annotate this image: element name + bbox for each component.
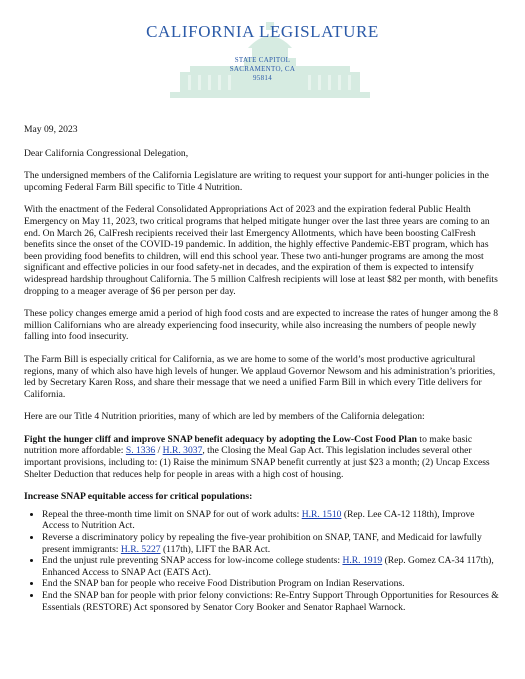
text: End the unjust rule preventing SNAP access for low-income college students:: [42, 555, 343, 567]
list-item: [42, 509, 502, 532]
list-item: [42, 578, 502, 590]
letterhead-title: CALIFORNIA LEGISLATURE: [146, 22, 379, 41]
paragraph: With the enactment of the Federal Consolidated Appropriations Act of 2023 and the expiration federal Public Health Emergency on May 11, 2023, two critical programs that helped mitigate hunger over the last three years are coming to an end. On March 26, CalFresh recipients received their last Emergency Allotments, which have been boosting CalFresh benefits since the onset of the COVID-19 pandemic. In addition, the highly effective Pandemic-EBT program, which has been providing food benefits to children, will end this school year. These two anti-hunger programs are among the most significant and effective policies in our food safety-net in decades, and the expiration of them is expected to intensify widespread hardship throughout California. The 5 million Calfresh recipients will lose at least $82 per month, with benefits dropping to a meager average of $6 per person per day.: [24, 204, 498, 297]
text: (117th), LIFT the BAR Act.: [160, 543, 271, 555]
text: End the SNAP ban for people who receive Food Distribution Program on Indian Reservations.: [42, 578, 405, 590]
priority-heading: Fight the hunger cliff and improve SNAP benefit adequacy by adopting the Low-Cost Food Plan: [24, 433, 418, 445]
text: Reverse a discriminatory policy by repealing the five-year prohibition on SNAP, TANF, and Medicaid for lawfully present immigrants:: [42, 532, 482, 555]
text: , the Closing the Meal Gap Act. This legislation includes several other important provisions, including to: (1) Raise the minimum SNAP benefit currently at just $23 a month; (2) Uncap Excess Shelter Deduction that reduces help for people in areas with a high cost of housing.: [24, 445, 490, 480]
address-line: STATE CAPITOL: [234, 56, 291, 64]
letter-body: [24, 124, 502, 613]
priority-list: [24, 509, 502, 613]
bill-link[interactable]: H.R. 1919: [342, 555, 383, 567]
text: Repeal the three-month time limit on SNAP for out of work adults:: [42, 508, 302, 520]
bill-link[interactable]: H.R. 5227: [120, 543, 161, 555]
letter-date: May 09, 2023: [24, 124, 78, 135]
address-line: 95814: [253, 74, 272, 82]
text: to make basic nutrition more affordable:: [24, 433, 473, 457]
bill-link[interactable]: H.R. 1510: [301, 508, 342, 520]
paragraph: These policy changes emerge amid a period of high food costs and are expected to increase the rates of hunger among the 8 million Californians who are already experiencing food insecurity, while also increasing the numbers of people newly falling into food insecurity.: [24, 308, 499, 343]
paragraph: Here are our Title 4 Nutrition priorities, many of which are led by members of the California delegation:: [24, 411, 425, 423]
list-item: [42, 590, 502, 613]
list-item: [42, 532, 502, 555]
bill-link[interactable]: H.R. 3037: [162, 445, 203, 457]
list-item: [42, 555, 502, 578]
letterhead: [0, 0, 525, 100]
paragraph: The Farm Bill is especially critical for California, as we are home to some of the world’s most productive agricultural regions, many of which also have high levels of hunger. We applaud Governor Newsom and his administration’s priorities, led by Secretary Karen Ross, and share their message that we need a unified Farm Bill in which every Title delivers for California.: [24, 353, 496, 400]
priority-paragraph: [24, 434, 502, 480]
text: /: [155, 445, 163, 457]
text: (Rep. Lee CA-12 118th), Improve Access to Nutrition Act.: [42, 508, 475, 532]
text: End the SNAP ban for people with prior felony convictions: Re-Entry Support Through Opportunities for Resources & Essentials (RESTORE) Act sponsored by Senator Cory Booker and Senator Raphael Warnock.: [42, 590, 499, 613]
address-line: SACRAMENTO, CA: [229, 65, 296, 73]
section-heading: [24, 491, 502, 503]
bill-link[interactable]: S. 1336: [125, 445, 156, 457]
text: (Rep. Gomez CA-34 117th), Enhanced Access to SNAP Act (EATS Act).: [42, 555, 494, 578]
paragraph: The undersigned members of the California Legislature are writing to request your support for anti-hunger policies in the upcoming Federal Farm Bill specific to Title 4 Nutrition.: [24, 170, 489, 193]
salutation: Dear California Congressional Delegation,: [24, 147, 189, 159]
section-heading-text: Increase SNAP equitable access for critical populations:: [24, 491, 253, 503]
